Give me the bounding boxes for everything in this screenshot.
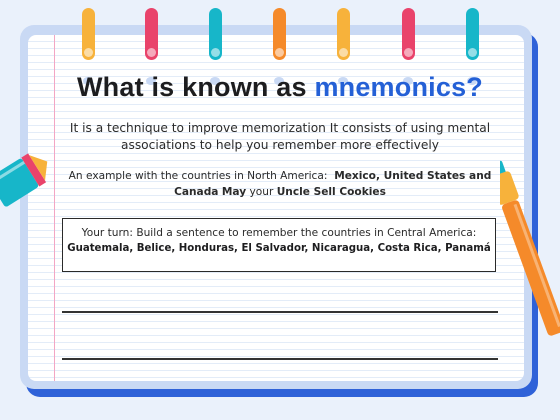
marker-illustration	[500, 150, 560, 350]
example-phrase: Uncle Sell Cookies	[276, 186, 386, 198]
title-text: What is known as	[77, 72, 307, 102]
binder-ring	[145, 8, 158, 60]
example-line-1	[60, 168, 500, 184]
example-line-2	[60, 184, 500, 200]
exercise-prompt: Your turn: Build a sentence to remember the countries in Central America:	[81, 227, 477, 239]
answer-line[interactable]	[62, 358, 498, 360]
example-prefix: An example with the countries in North America:	[68, 170, 328, 182]
exercise-countries: Guatemala, Belice, Honduras, El Salvador, Nicaragua, Costa Rica, Panamá	[67, 243, 491, 254]
example-phrase: May	[221, 186, 247, 198]
crayon-illustration	[0, 128, 50, 218]
marker-highlight	[514, 204, 560, 327]
binder-ring	[337, 8, 350, 60]
example-countries: Mexico, United States and	[334, 170, 492, 182]
marker-body	[501, 199, 560, 337]
answer-line[interactable]	[62, 311, 498, 313]
intro-line: It is a technique to improve memorization It consists of using mental	[69, 121, 491, 135]
example-phrase: your	[249, 186, 274, 198]
title-highlight: mnemonics?	[314, 72, 483, 102]
exercise-box	[62, 218, 496, 272]
example-countries: Canada	[174, 186, 219, 198]
page-title	[0, 72, 560, 103]
intro-paragraph	[60, 120, 500, 154]
intro-line: associations to help you remember more effectively	[121, 138, 439, 152]
binder-ring	[466, 8, 479, 60]
binder-ring	[209, 8, 222, 60]
binder-ring	[273, 8, 286, 60]
example-paragraph	[60, 168, 500, 200]
binder-ring	[82, 8, 95, 60]
binder-ring	[402, 8, 415, 60]
